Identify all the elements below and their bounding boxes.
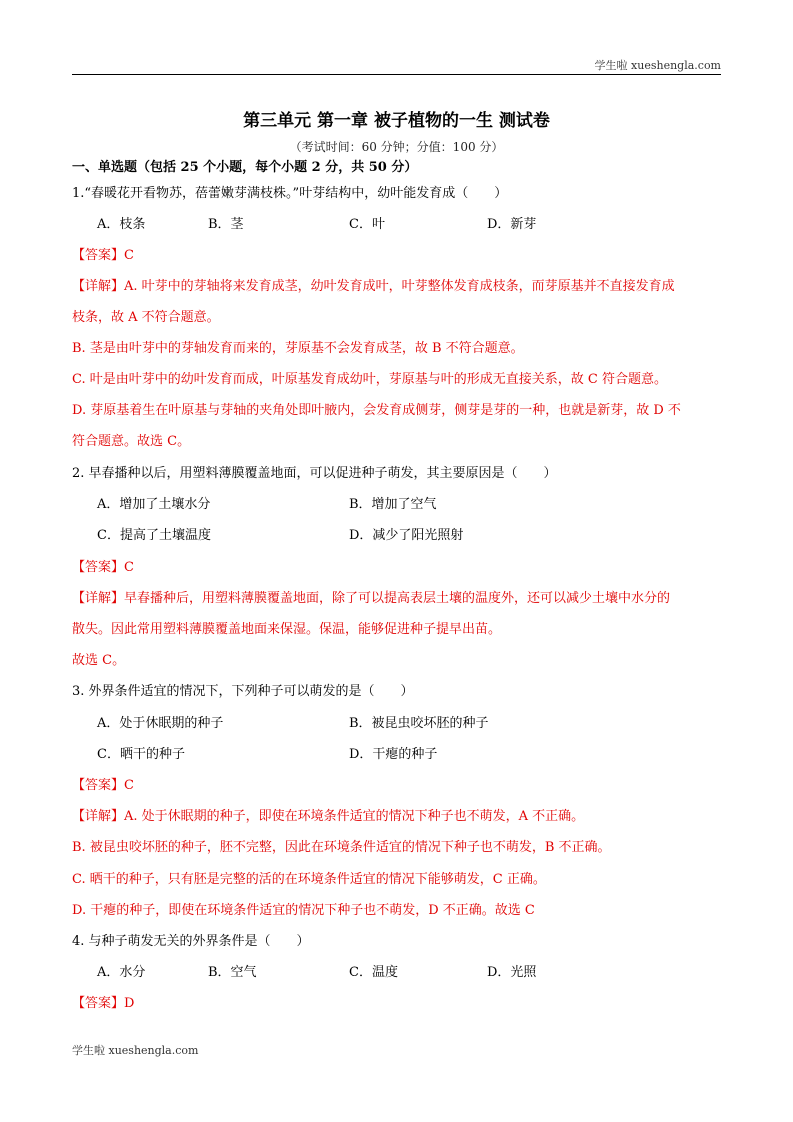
header-divider (72, 74, 721, 75)
question-4-stem: 4. 与种子萌发无关的外界条件是（ ） (72, 934, 310, 949)
q1-detail-line: 符合题意。故选 C。 (72, 434, 191, 449)
q3-option-c: C．晒干的种子 (97, 747, 185, 762)
q2-detail-line: 【详解】早春播种后，用塑料薄膜覆盖地面，除了可以提高表层土壤的温度外，还可以减少土壤中水分的 (72, 591, 671, 606)
q2-option-b: B．增加了空气 (349, 497, 437, 512)
q4-option-a: A．水分 (97, 965, 146, 980)
q1-option-b: B．茎 (208, 217, 244, 232)
q4-option-d: D．光照 (487, 965, 537, 980)
q2-detail-line: 散失。因此常用塑料薄膜覆盖地面来保湿。保温，能够促进种子提早出苗。 (72, 622, 502, 637)
q2-option-a: A．增加了土壤水分 (97, 497, 211, 512)
q3-detail-line: 【详解】A. 处于休眠期的种子，即使在环境条件适宜的情况下种子也不萌发，A 不正确。 (72, 809, 585, 824)
q1-answer: 【答案】C (72, 248, 134, 263)
page-title: 第三单元 第一章 被子植物的一生 测试卷 (243, 111, 550, 131)
section-heading: 一、单选题（包括 25 个小题，每个小题 2 分，共 50 分） (72, 160, 418, 175)
q1-option-d: D．新芽 (487, 217, 537, 232)
q3-detail-line: C. 晒干的种子，只有胚是完整的活的在环境条件适宜的情况下能够萌发，C 正确。 (72, 872, 546, 887)
q2-option-d: D．减少了阳光照射 (349, 528, 464, 543)
question-2-stem: 2. 早春播种以后，用塑料薄膜覆盖地面，可以促进种子萌发，其主要原因是（ ） (72, 466, 557, 481)
footer-site: 学生啦 xueshengla.com (72, 1044, 199, 1057)
q1-detail-line: 【详解】A. 叶芽中的芽轴将来发育成茎，幼叶发育成叶，叶芽整体发育成枝条，而芽原基并不直接发育成 (72, 279, 675, 294)
header-site: 学生啦 xueshengla.com (594, 59, 721, 72)
q1-detail-line: D. 芽原基着生在叶原基与芽轴的夹角处即叶腋内，会发育成侧芽，侧芽是芽的一种，也就是新芽，故 D 不 (72, 403, 681, 418)
q3-detail-line: B. 被昆虫咬坏胚的种子，胚不完整，因此在环境条件适宜的情况下种子也不萌发，B 不正确。 (72, 840, 611, 855)
question-1-stem: 1.“春暖花开看物苏，蓓蕾嫩芽满枝株。”叶芽结构中，幼叶能发育成（ ） (72, 186, 508, 201)
q4-option-c: C．温度 (349, 965, 398, 980)
q1-detail-line: C. 叶是由叶芽中的幼叶发育而成，叶原基发育成幼叶，芽原基与叶的形成无直接关系，故 C 符合题意。 (72, 372, 667, 387)
q1-option-a: A．枝条 (97, 217, 146, 232)
q3-option-d: D．干瘪的种子 (349, 747, 438, 762)
exam-info: （考试时间：60 分钟；分值：100 分） (289, 140, 504, 154)
q3-answer: 【答案】C (72, 778, 134, 793)
q1-detail-line: B. 茎是由叶芽中的芽轴发育而来的，芽原基不会发育成茎，故 B 不符合题意。 (72, 341, 524, 356)
q2-answer: 【答案】C (72, 560, 134, 575)
q1-option-c: C．叶 (349, 217, 385, 232)
q2-option-c: C．提高了土壤温度 (97, 528, 211, 543)
q3-option-a: A．处于休眠期的种子 (97, 716, 224, 731)
q4-answer: 【答案】D (72, 996, 135, 1011)
question-3-stem: 3. 外界条件适宜的情况下，下列种子可以萌发的是（ ） (72, 684, 414, 699)
q4-option-b: B．空气 (208, 965, 257, 980)
q3-detail-line: D. 干瘪的种子，即使在环境条件适宜的情况下种子也不萌发，D 不正确。故选 C (72, 903, 535, 918)
q3-option-b: B．被昆虫咬坏胚的种子 (349, 716, 489, 731)
q2-detail-line: 故选 C。 (72, 653, 126, 668)
q1-detail-line: 枝条，故 A 不符合题意。 (72, 310, 220, 325)
